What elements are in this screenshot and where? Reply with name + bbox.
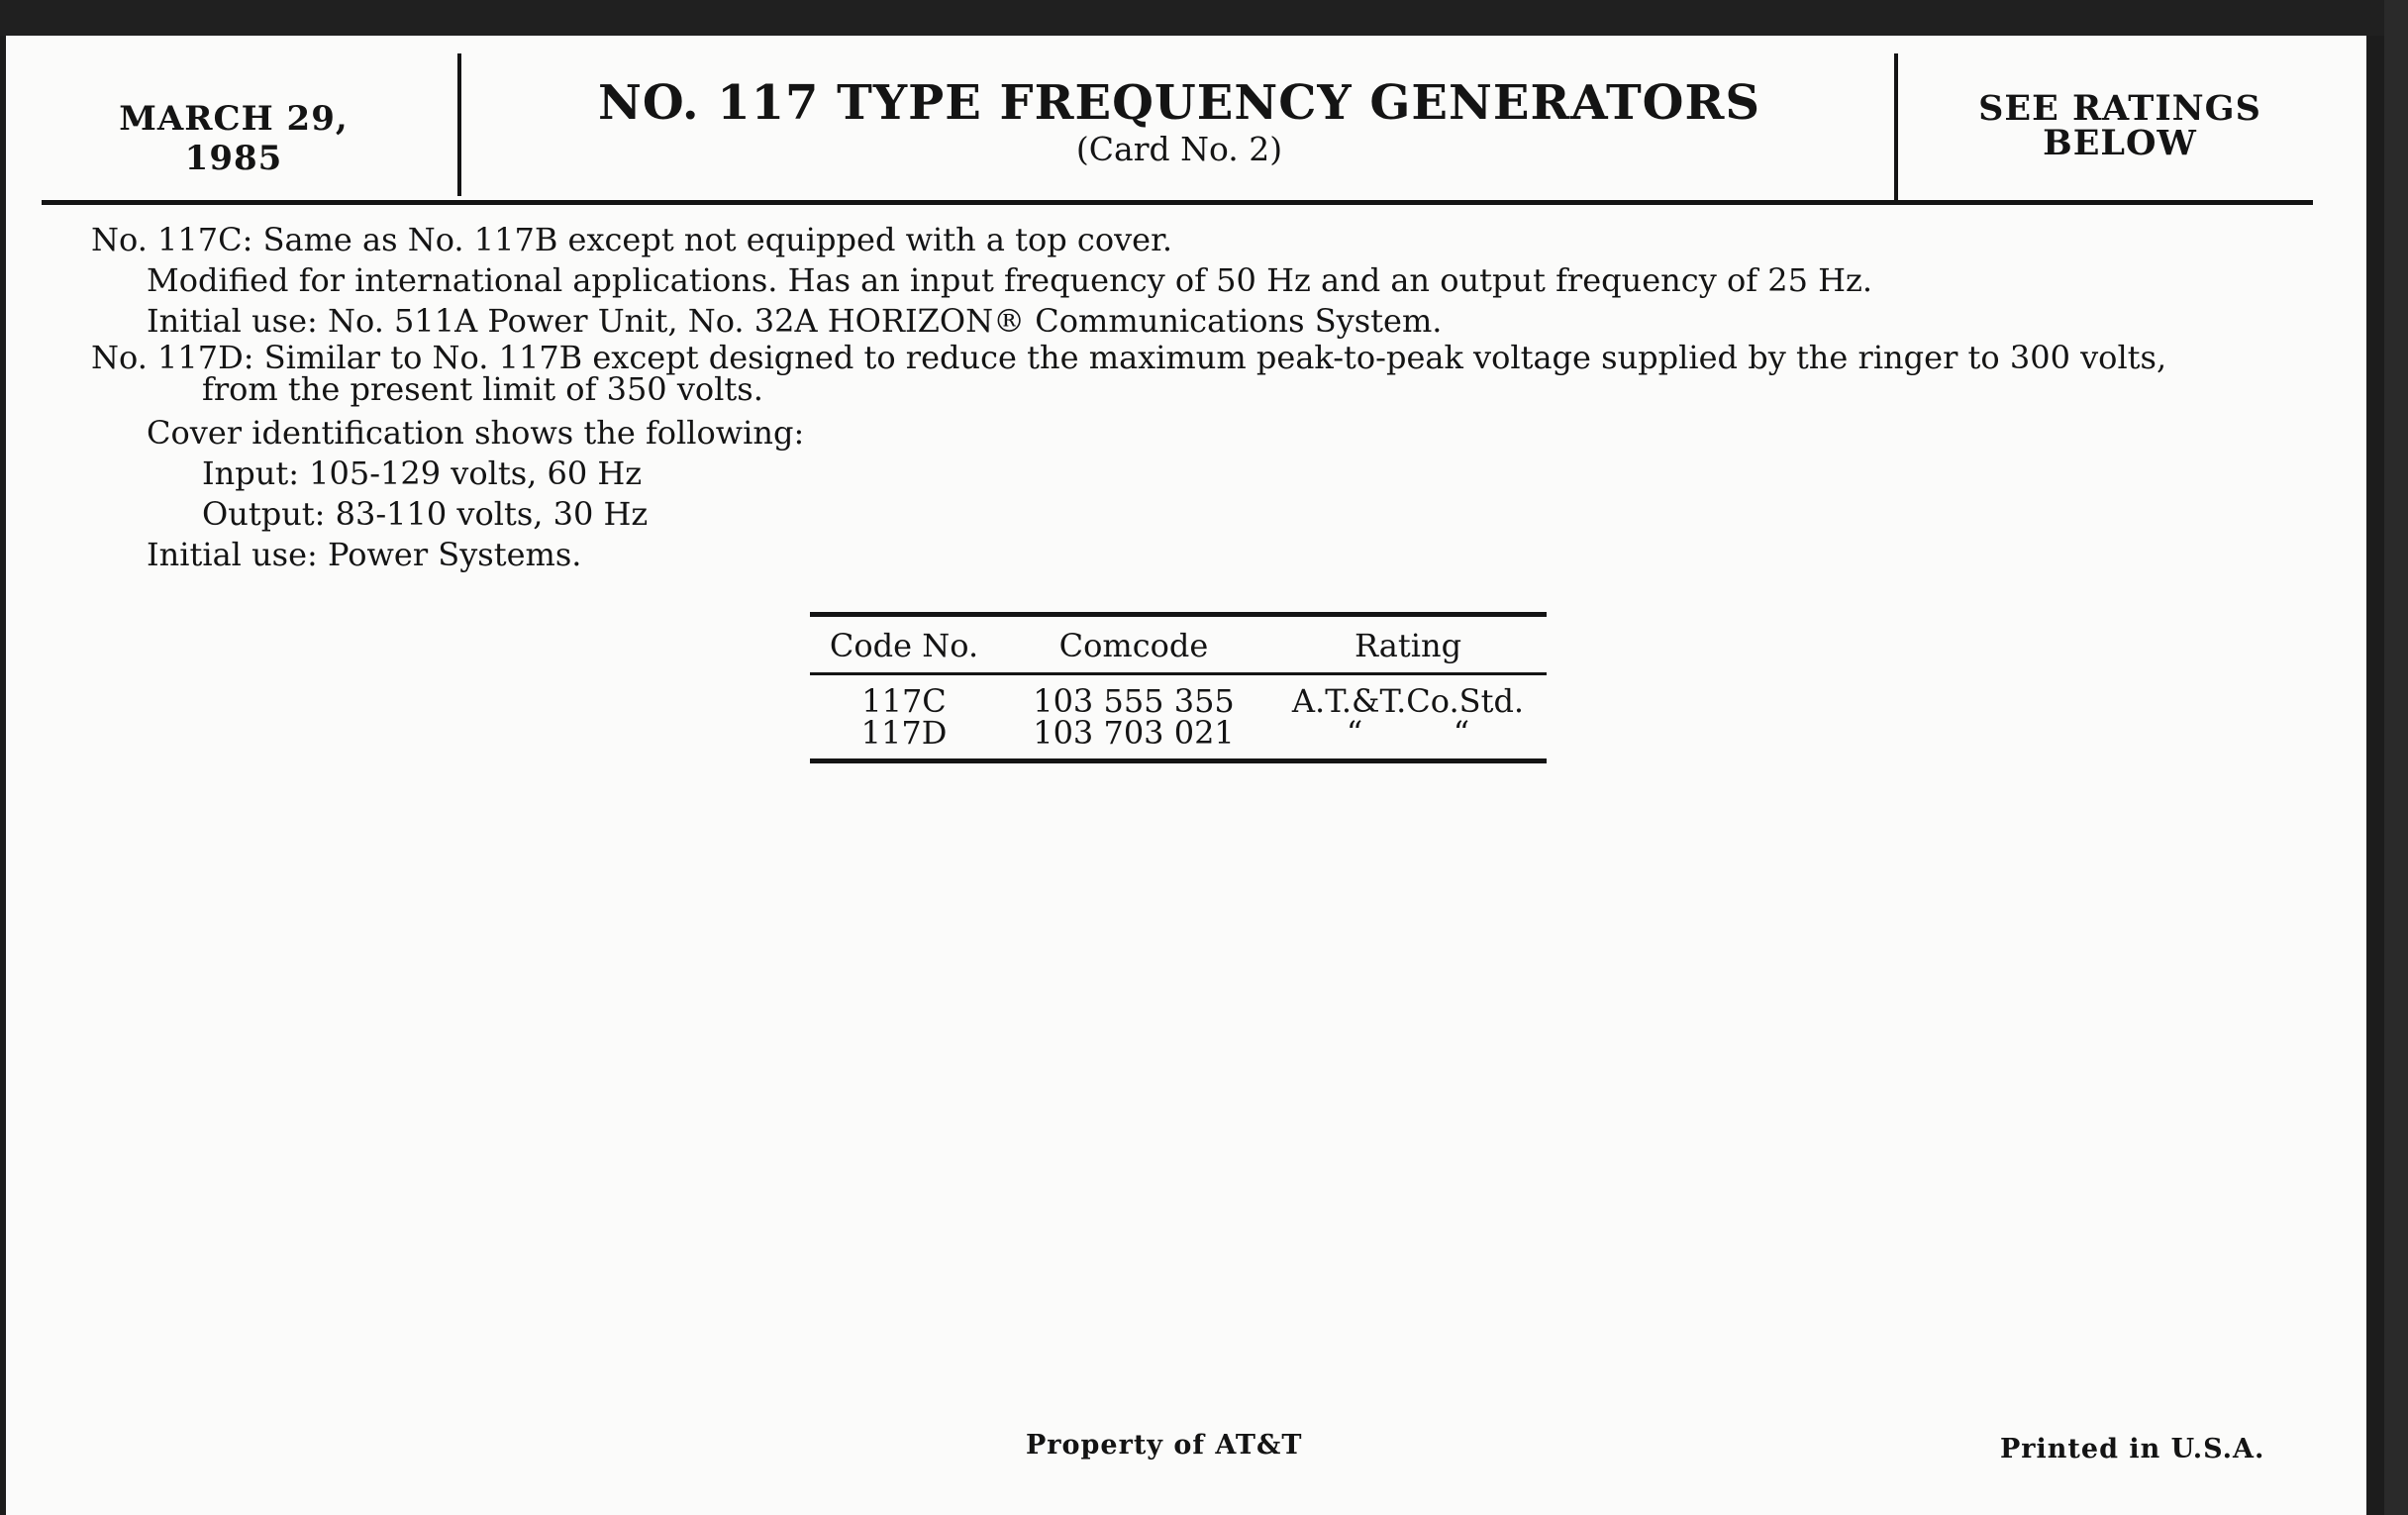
footer-printed: Printed in U.S.A. [2000,1434,2265,1464]
table-header-rating: Rating [1354,627,1462,664]
text-117d-line-5: Output: 83-110 volts, 30 Hz [202,495,649,533]
page-subtitle: (Card No. 2) [1075,129,1283,168]
table-cell: 103 703 021 [1033,714,1235,752]
table-bottom-rule [810,758,1547,763]
table-header-comcode: Comcode [1058,627,1209,664]
text-117d-line-6: Initial use: Power Systems. [147,536,582,573]
text-117d-line-1: No. 117D: Similar to No. 117B except designed to reduce the maximum peak-to-peak voltage supplied by the ringer to 300 volts, [91,339,2167,376]
header-divider-right [1894,53,1898,200]
text-117d-line-3: Cover identification shows the following: [147,414,805,452]
text-117d-line-2: from the present limit of 350 volts. [202,370,763,408]
scan-border-top [0,0,2408,36]
table-cell: 117C [861,682,947,720]
table-row [810,714,1547,752]
header-rule [42,200,2313,205]
ratings-line-1: SEE RATINGS [1978,88,2261,129]
text-117c-line-1: No. 117C: Same as No. 117B except not equipped with a top cover. [91,221,1173,258]
header-ratings [1912,88,2328,163]
body-text [91,220,2319,575]
code-table [810,612,1547,763]
text-117c-line-3: Initial use: No. 511A Power Unit, No. 32A HORIZON® Communications System. [147,302,1443,340]
table-cell: “ “ [1346,714,1470,752]
table-header-code: Code No. [829,627,979,664]
table-header-row [810,617,1547,672]
table-cell: A.T.&T.Co.Std. [1291,682,1525,720]
table-cell: 117D [860,714,948,752]
page-title: NO. 117 TYPE FREQUENCY GENERATORS [597,75,1761,131]
text-117d-line-4: Input: 105-129 volts, 60 Hz [202,454,643,492]
header-date: MARCH 29, 1985 [119,99,349,178]
table-cell: 103 555 355 [1033,682,1235,720]
table-row [810,682,1547,720]
table-body [810,675,1547,758]
text-117c-line-2: Modified for international applications. Has an input frequency of 50 Hz and an output frequency of 25 Hz. [147,261,1873,299]
header-title-block [471,77,1887,168]
document-card [6,36,2366,1515]
footer-property: Property of AT&T [1026,1430,1303,1461]
header-divider-left [457,53,461,196]
scan-border-right [2384,0,2408,1515]
ratings-line-2: BELOW [2043,123,2197,163]
